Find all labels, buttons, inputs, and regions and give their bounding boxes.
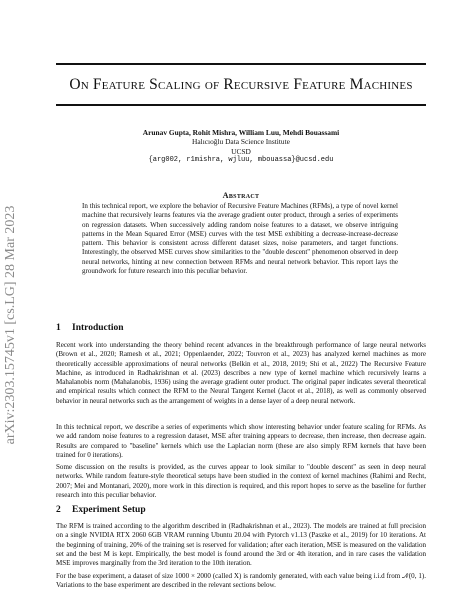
section-heading-introduction	[56, 323, 426, 333]
title-rule-bottom	[56, 104, 426, 106]
setup-paragraph-2: For the base experiment, a dataset of size 1000 × 2000 (called X) is randomly generated, with each value being i.i.d from 𝒩(0, 1). Variations to the base experiment are described in the relevant sections below.	[56, 572, 426, 590]
paper-title: On Feature Scaling of Recursive Feature Machines	[69, 76, 413, 93]
author-emails: {arg002, r1mishra, wjluu, mbouassa}@ucsd.edu	[148, 156, 334, 165]
intro-paragraph-1: Recent work into understanding the theory behind recent advances in the breakthrough performance of large neural networks (Brown et al., 2020; Ramesh et al., 2021; Oppenlaender, 2022; Touvron et al., 2023) has analyzed kernel machines as more theoretically accessible approximations of neural networks (Belkin et al., 2018, 2019; Shi et al., 2022) The Recursive Feature Machine, as introduced in Radhakrishnan et al. (2023) describes a new type of kernel machine which recursively learns a Mahalanobis norm (Mahalanobis, 1936) using the average gradient outer product. The original paper indicates several theoretical and empirical results which connect the RFM to the Neural Tangent Kernel (Jacot et al., 2018), as well as commonly observed behavior in neural networks such as the arrangement of weights in a dense layer of a deep neural network.	[56, 341, 426, 405]
abstract-text: In this technical report, we explore the behavior of Recursive Feature Machines (RFMs), a type of novel kernel machine that recursively learns features via the average gradient outer product, through a series of experiments on regression datasets. When successively adding random noise features to a dataset, we observe intriguing patterns in the Mean Squared Error (MSE) curves with the test MSE exhibiting a decrease-increase-decrease pattern. This behavior is consistent across different dataset sizes, noise parameters, and target functions. Interestingly, the observed MSE curves show similarities to the "double descent" phenomenon observed in deep neural networks, hinting at new connection between RFMs and neural network behavior. This report lays the groundwork for future research into this peculiar behavior.	[82, 202, 398, 275]
section-number: 2	[56, 505, 61, 515]
title-rule-top	[56, 63, 426, 65]
intro-paragraph-3: Some discussion on the results is provided, as the curves appear to look similar to "double descent" as seen in deep neural networks. While random feature-style theoretical setups have been studied in the context of kernel machines (Rahimi and Recht, 2007; Mei and Montanari, 2020), more work in this direction is required, and this report hopes to serve as the baseline for further research into this peculiar behavior.	[56, 463, 426, 499]
arxiv-identifier	[2, 110, 20, 540]
section-number: 1	[56, 323, 61, 333]
abstract-heading: Abstract	[222, 191, 260, 200]
institute-name: Halıcıoğlu Data Science Institute	[192, 137, 290, 147]
section-title: Experiment Setup	[72, 505, 146, 515]
university-name: UCSD	[231, 146, 251, 156]
arxiv-identifier-text: arXiv:2303.15745v1 [cs.LG] 28 Mar 2023	[3, 205, 18, 445]
section-title: Introduction	[72, 323, 124, 333]
section-heading-experiment-setup	[56, 505, 426, 515]
author-block	[56, 128, 426, 166]
setup-paragraph-1: The RFM is trained according to the algorithm described in (Radhakrishnan et al., 2023). The models are trained at full precision on a single NVIDIA RTX 2060 6GB VRAM running Ubuntu 20.04 with Pytorch v1.13 (Paszke et al., 2019) for 10 iterations. At the beginning of training, 20% of the training set is reserved for validation; after each iteration, MSE is measured on the validation set and the best M is kept. Empirically, the best model is found around the 3rd or 4th iteration, and in rare cases the validation MSE improves marginally from the 3rd iteration to the 10th iteration.	[56, 522, 426, 567]
author-names: Arunav Gupta, Rohit Mishra, William Luu, Mehdi Bouassami	[142, 128, 340, 137]
intro-paragraph-2: In this technical report, we describe a series of experiments which show interesting behavior under feature scaling for RFMs. As we add random noise features to a regression dataset, MSE after training appears to decrease, then increase, then decrease again. Results are compared to "baseline" kernels which use the Laplacian norm (these are also simply RFM kernels that have been trained for 0 iterations).	[56, 423, 426, 459]
